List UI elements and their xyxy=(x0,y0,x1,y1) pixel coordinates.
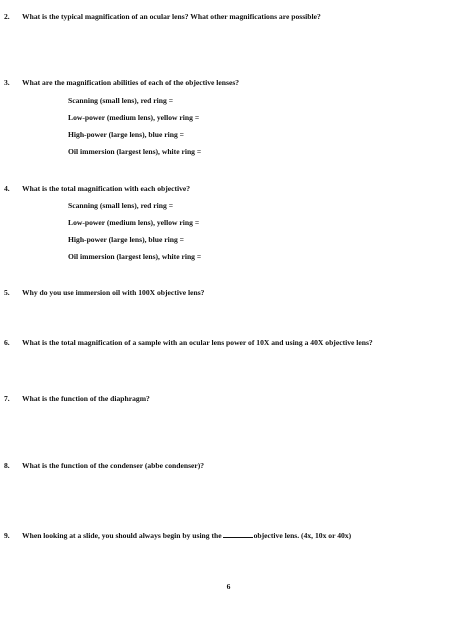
question-number: 4. xyxy=(4,184,10,193)
question-7 xyxy=(4,394,150,404)
fill-in-blank[interactable] xyxy=(223,530,253,538)
answer-line-low-power: Low-power (medium lens), yellow ring = xyxy=(68,218,200,227)
question-number: 2. xyxy=(4,12,10,21)
answer-line-low-power: Low-power (medium lens), yellow ring = xyxy=(68,113,200,122)
question-text: Why do you use immersion oil with 100X objective lens? xyxy=(22,288,205,297)
question-5 xyxy=(4,288,204,298)
question-9 xyxy=(4,530,351,541)
question-text: What are the magnification abilities of each of the objective lenses? xyxy=(22,78,240,87)
page-number: 6 xyxy=(226,582,231,591)
question-number: 6. xyxy=(4,338,10,347)
answer-line-oil-immersion: Oil immersion (largest lens), white ring = xyxy=(68,147,202,156)
question-text: What is the total magnification with each objective? xyxy=(22,184,191,193)
question-text: What is the function of the condenser (abbe condenser)? xyxy=(22,461,205,470)
question-4 xyxy=(4,184,190,194)
answer-line-scanning: Scanning (small lens), red ring = xyxy=(68,96,174,105)
answer-line-high-power: High-power (large lens), blue ring = xyxy=(68,130,184,139)
question-8 xyxy=(4,461,204,471)
question-number: 9. xyxy=(4,531,10,540)
answer-line-scanning: Scanning (small lens), red ring = xyxy=(68,201,174,210)
question-text-after-blank: objective lens. (4x, 10x or 40x) xyxy=(253,531,352,540)
question-text: What is the function of the diaphragm? xyxy=(22,394,150,403)
answer-line-oil-immersion: Oil immersion (largest lens), white ring = xyxy=(68,252,202,261)
answer-line-high-power: High-power (large lens), blue ring = xyxy=(68,235,184,244)
question-text: What is the total magnification of a sample with an ocular lens power of 10X and using a 40X objective lens? xyxy=(22,338,373,347)
question-number: 3. xyxy=(4,78,10,87)
question-number: 8. xyxy=(4,461,10,470)
question-number: 7. xyxy=(4,394,10,403)
question-3 xyxy=(4,78,239,88)
question-6 xyxy=(4,338,373,348)
question-2 xyxy=(4,12,321,22)
question-number: 5. xyxy=(4,288,10,297)
question-text: When looking at a slide, you should always begin by using the xyxy=(22,531,222,540)
question-text: What is the typical magnification of an ocular lens? What other magnifications are possible? xyxy=(22,12,321,21)
